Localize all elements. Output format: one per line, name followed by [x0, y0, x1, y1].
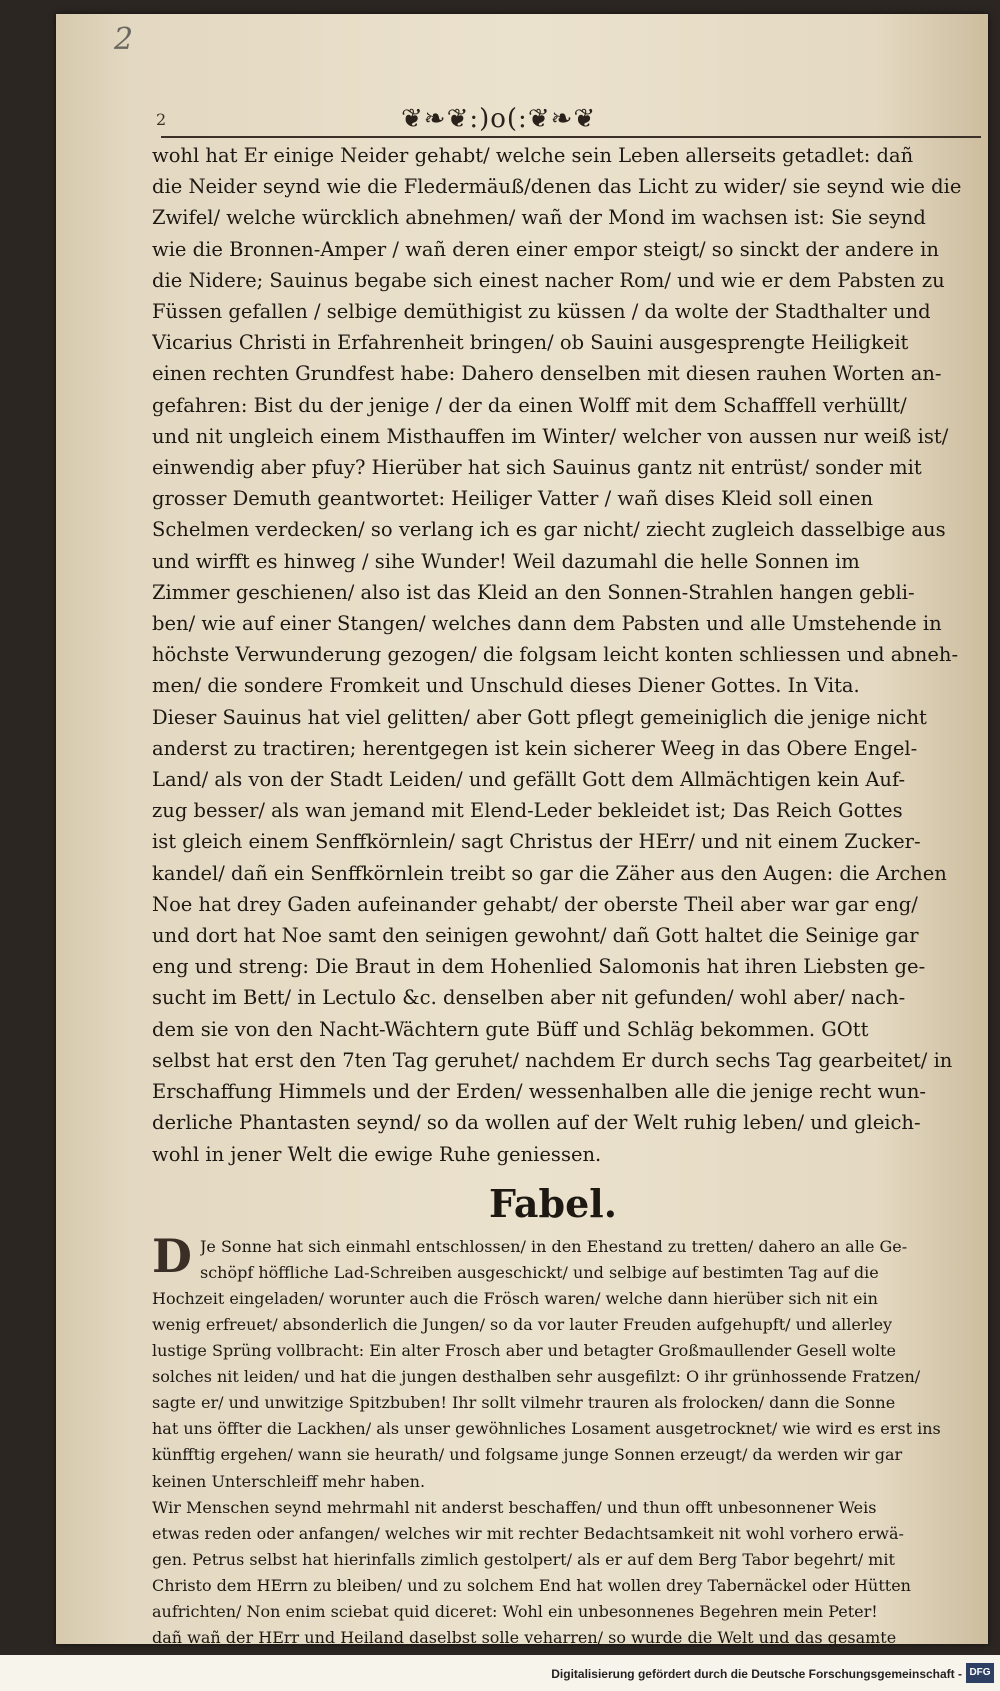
text-line: keinen Unterschleiff mehr haben.	[152, 1471, 426, 1491]
dfg-logo: DFG	[966, 1663, 994, 1683]
text-line: und nit ungleich einem Misthauffen im Winter/ welcher von aussen nur weiß ist/	[152, 424, 949, 448]
text-line: men/ die sondere Fromkeit und Unschuld dieses Diener Gottes. In Vita.	[152, 674, 860, 698]
book-page	[56, 14, 988, 1648]
text-line: die Neider seynd wie die Fledermäuß/denen das Licht zu wider/ sie seynd wie die	[152, 175, 962, 199]
text-line: schöpf höffliche Lad-Schreiben ausgeschickt/ und selbige auf bestimten Tag auf die	[200, 1262, 879, 1282]
text-line: wohl hat Er einige Neider gehabt/ welche sein Leben allerseits getadlet: dañ	[152, 144, 914, 167]
text-line: wohl in jener Welt die ewige Ruhe geniessen.	[152, 1142, 602, 1166]
text-line: ben/ wie auf einer Stangen/ welches dann dem Pabsten und alle Umstehende in	[152, 612, 942, 636]
text-line: dem sie von den Nacht-Wächtern gute Büff und Schläg bekommen. GOtt	[152, 1017, 869, 1041]
text-line: Wir Menschen seynd mehrmahl nit anderst beschaffen/ und thun offt unbesonnener Weis	[152, 1497, 877, 1517]
text-line: Christo dem HErrn zu bleiben/ und zu solchem End hat wollen drey Tabernäckel oder Hütten	[152, 1575, 911, 1595]
text-line: die Nidere; Sauinus begabe sich einest nacher Rom/ und wie er dem Pabsten zu	[152, 268, 945, 292]
header-ornament: ❦❧❦:)o(:❦❧❦	[401, 104, 597, 134]
text-line: lustige Sprüng vollbracht: Ein alter Frosch aber und betagter Großmaullender Gesell wolte	[152, 1341, 896, 1361]
text-line: künfftig ergehen/ wann sie heurath/ und folgsame junge Sonnen erzeugt/ da werden wir gar	[152, 1445, 903, 1465]
fabel-heading: Fabel.	[489, 1180, 617, 1226]
text-line: Vicarius Christi in Erfahrenheit bringen/ ob Sauini ausgesprengte Heiligkeit	[152, 331, 909, 355]
text-line: Dieser Sauinus hat viel gelitten/ aber Gott pflegt gemeiniglich die jenige nicht	[152, 705, 927, 729]
text-line: Schelmen verdecken/ so verlang ich es gar nicht/ ziecht zugleich dasselbige aus	[152, 518, 946, 542]
text-line: gen. Petrus selbst hat hierinfalls zimlich gestolpert/ als er auf dem Berg Tabor begehrt/ mit	[152, 1549, 895, 1569]
page-body	[152, 140, 984, 1655]
header-rule	[161, 136, 981, 138]
text-line: wie die Bronnen-Amper / wañ deren einer empor steigt/ so sinckt der andere in	[152, 237, 939, 261]
text-line: etwas reden oder anfangen/ welches wir mit rechter Bedachtsamkeit nit wohl vorhero erwä-	[152, 1523, 904, 1543]
text-line: Noe hat drey Gaden aufeinander gehabt/ der oberste Theil aber war gar eng/	[152, 892, 918, 916]
text-line: ist gleich einem Senffkörnlein/ sagt Christus der HErr/ und nit einem Zucker-	[152, 830, 921, 854]
text-line: grosser Demuth geantwortet: Heiliger Vatter / wañ dises Kleid soll einen	[152, 487, 874, 511]
text-line: aufrichten/ Non enim sciebat quid diceret: Wohl ein unbesonnenes Begehren mein Peter!	[152, 1602, 878, 1622]
paragraph-section-1	[152, 140, 984, 1170]
text-line: zug besser/ als wan jemand mit Elend-Leder bekleidet ist; Das Reich Gottes	[152, 799, 903, 823]
paragraph-section-2	[152, 1228, 984, 1655]
text-line: höchste Verwunderung gezogen/ die folgsam leicht konten schliessen und abneh-	[152, 643, 959, 667]
text-line: eng und streng: Die Braut in dem Hohenlied Salomonis hat ihren Liebsten ge-	[152, 955, 926, 979]
text-line: einen rechten Grundfest habe: Dahero denselben mit diesen rauhen Worten an-	[152, 362, 942, 386]
text-line: dañ wañ der HErr und Heiland daselbst solle veharren/ so wurde die Welt und das gesamte	[152, 1628, 897, 1648]
footer-bar	[0, 1655, 1000, 1691]
pencil-margin-note: 2	[114, 22, 134, 57]
footer-credit: Digitalisierung gefördert durch die Deutsche Forschungsgemeinschaft -	[551, 1667, 962, 1681]
text-line: solches nit leiden/ und hat die jungen desthalben sehr ausgefilzt: O ihr grünhossende Fratzen/	[152, 1367, 921, 1387]
drop-cap-initial: D	[152, 1228, 192, 1283]
text-line: kandel/ dañ ein Senffkörnlein treibt so gar die Zäher aus den Augen: die Archen	[152, 861, 947, 885]
text-line: Land/ als von der Stadt Leiden/ und gefällt Gott dem Allmächtigen kein Auf-	[152, 768, 906, 792]
text-line: Je Sonne hat sich einmahl entschlossen/ in den Ehestand zu tretten/ dahero an alle Ge-	[200, 1236, 908, 1256]
text-line: einwendig aber pfuy? Hierüber hat sich Sauinus gantz nit entrüst/ sonder mit	[152, 456, 922, 480]
text-line: Hochzeit eingeladen/ worunter auch die Frösch waren/ welche dann hierüber sich nit ein	[152, 1288, 878, 1308]
text-line: Füssen gefallen / selbige demüthigist zu küssen / da wolte der Stadthalter und	[152, 300, 931, 324]
text-line: und dort hat Noe samt den seinigen gewohnt/ dañ Gott haltet die Seinige gar	[152, 924, 919, 948]
text-line: wenig erfreuet/ absonderlich die Jungen/ so da vor lauter Freuden aufgehupft/ und allerley	[152, 1314, 893, 1334]
text-line: Erschaffung Himmels und der Erden/ wessenhalben alle die jenige recht wun-	[152, 1080, 926, 1104]
text-line: gefahren: Bist du der jenige / der da einen Wolff mit dem Schafffell verhüllt/	[152, 393, 907, 417]
text-line: hat uns öffter die Lackhen/ als unser gewöhnliches Losament ausgetrocknet/ wie wird es erst ins	[152, 1419, 941, 1439]
text-line: und wirfft es hinweg / sihe Wunder! Weil dazumahl die helle Sonnen im	[152, 549, 860, 573]
text-line: selbst hat erst den 7ten Tag geruhet/ nachdem Er durch sechs Tag gearbeitet/ in	[152, 1048, 953, 1072]
page-number: 2	[156, 110, 167, 129]
text-line: Zwifel/ welche würcklich abnehmen/ wañ der Mond im wachsen ist: Sie seynd	[152, 206, 926, 230]
text-line: anderst zu tractiren; herentgegen ist kein sicherer Weeg in das Obere Engel-	[152, 736, 918, 760]
text-line: derliche Phantasten seynd/ so da wollen auf der Welt ruhig leben/ und gleich-	[152, 1111, 921, 1135]
text-line: Zimmer geschienen/ also ist das Kleid an den Sonnen-Strahlen hangen gebli-	[152, 580, 915, 604]
text-line: sagte er/ und unwitzige Spitzbuben! Ihr sollt vilmehr trauren als frolocken/ dann die Sonne	[152, 1393, 896, 1413]
text-line: sucht im Bett/ in Lectulo &c. denselben aber nit gefunden/ wohl aber/ nach-	[152, 986, 906, 1010]
